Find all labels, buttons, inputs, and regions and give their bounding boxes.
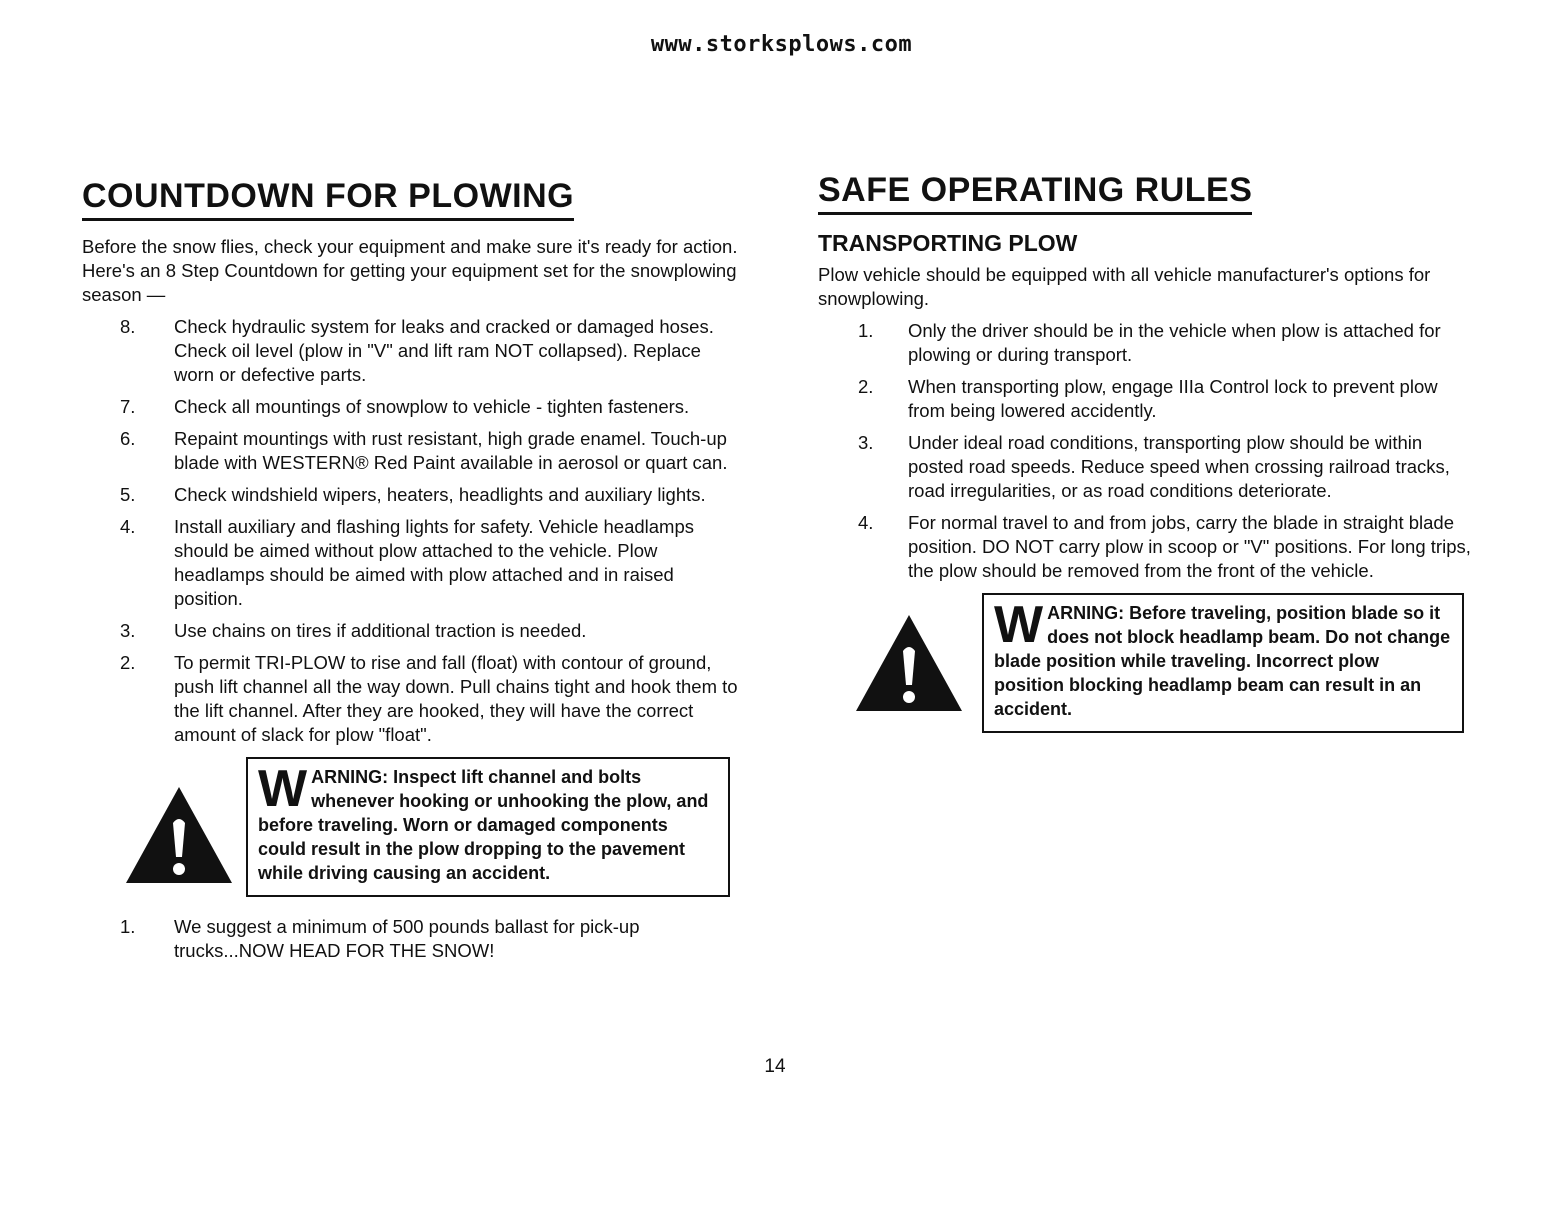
step-text: Check all mountings of snowplow to vehicle - tighten fasteners.	[174, 396, 690, 417]
step-number: 3.	[120, 620, 136, 641]
warning-block	[818, 593, 1478, 743]
list-item	[82, 395, 742, 419]
list-item	[818, 511, 1478, 583]
safe-operating-section	[818, 170, 1478, 751]
transport-rules	[818, 319, 1478, 583]
step-text: Check hydraulic system for leaks and cracked or damaged hoses. Check oil level (plow in "V" and lift ram NOT collapsed). Replace worn or defective parts.	[174, 316, 714, 385]
rule-number: 1.	[858, 320, 874, 341]
rule-text: Under ideal road conditions, transporting plow should be within posted road speeds. Reduce speed when crossing railroad tracks, road irregularities, or as road conditions deteriorate.	[908, 432, 1450, 501]
step-number: 7.	[120, 396, 136, 417]
warning-initial: W	[994, 596, 1044, 654]
rule-number: 2.	[858, 376, 874, 397]
warning-box	[982, 593, 1464, 733]
list-item	[82, 915, 742, 963]
step-number: 6.	[120, 428, 136, 449]
warning-initial: W	[258, 760, 308, 818]
step-text: Use chains on tires if additional traction is needed.	[174, 620, 587, 641]
site-url: www.storksplows.com	[650, 32, 913, 57]
step-text: Check windshield wipers, heaters, headlights and auxiliary lights.	[174, 484, 706, 505]
warning-text: ARNING: Inspect lift channel and bolts whenever hooking or unhooking the plow, and before traveling. Worn or damaged components could result in the plow dropping to the pavement while driving causing an accident.	[258, 767, 709, 883]
page-number: 14	[764, 1056, 786, 1077]
list-item	[82, 515, 742, 611]
countdown-intro: Before the snow flies, check your equipment and make sure it's ready for action. Here's an 8 Step Countdown for getting your equipment set for the snowplowing season —	[82, 236, 738, 305]
countdown-title: COUNTDOWN FOR PLOWING	[82, 176, 574, 221]
countdown-steps	[82, 315, 742, 747]
countdown-final-step	[82, 915, 742, 963]
safe-rules-title: SAFE OPERATING RULES	[818, 170, 1252, 215]
step-number: 4.	[120, 516, 136, 537]
step-number: 8.	[120, 316, 136, 337]
step-text: Install auxiliary and flashing lights for safety. Vehicle headlamps should be aimed without plow attached to the vehicle. Plow headlamps should be aimed with plow attached and in raised position.	[174, 516, 694, 609]
rule-number: 4.	[858, 512, 874, 533]
list-item	[818, 431, 1478, 503]
step-text: To permit TRI-PLOW to rise and fall (float) with contour of ground, push lift channel all the way down. Pull chains tight and hook them to the lift channel. After they are hooked, they will have the correct amount of slack for plow "float".	[174, 652, 738, 745]
warning-triangle-icon	[854, 613, 964, 713]
warning-block	[82, 757, 742, 907]
warning-triangle-icon	[124, 785, 234, 885]
rule-text: For normal travel to and from jobs, carry the blade in straight blade position. DO NOT carry plow in scoop or "V" positions. For long trips, the plow should be removed from the front of the vehicle.	[908, 512, 1471, 581]
rule-text: Only the driver should be in the vehicle when plow is attached for plowing or during transport.	[908, 320, 1441, 365]
step-text: We suggest a minimum of 500 pounds ballast for pick-up trucks...NOW HEAD FOR THE SNOW!	[174, 916, 640, 961]
rule-number: 3.	[858, 432, 874, 453]
list-item	[82, 427, 742, 475]
transport-subtitle: TRANSPORTING PLOW	[818, 230, 1078, 256]
countdown-section	[82, 170, 742, 971]
step-text: Repaint mountings with rust resistant, high grade enamel. Touch-up blade with WESTERN® Red Paint available in aerosol or quart can.	[174, 428, 728, 473]
list-item	[82, 315, 742, 387]
list-item	[82, 483, 742, 507]
step-number: 2.	[120, 652, 136, 673]
list-item	[818, 319, 1478, 367]
step-number: 5.	[120, 484, 136, 505]
list-item	[82, 619, 742, 643]
warning-text: ARNING: Before traveling, position blade so it does not block headlamp beam. Do not change blade position while traveling. Incorrect plow position blocking headlamp beam can result in an accident.	[994, 603, 1451, 719]
list-item	[818, 375, 1478, 423]
list-item	[82, 651, 742, 747]
step-number: 1.	[120, 916, 136, 937]
warning-box	[246, 757, 730, 897]
transport-intro: Plow vehicle should be equipped with all vehicle manufacturer's options for snowplowing.	[818, 264, 1431, 309]
rule-text: When transporting plow, engage IIIa Control lock to prevent plow from being lowered accidently.	[908, 376, 1438, 421]
